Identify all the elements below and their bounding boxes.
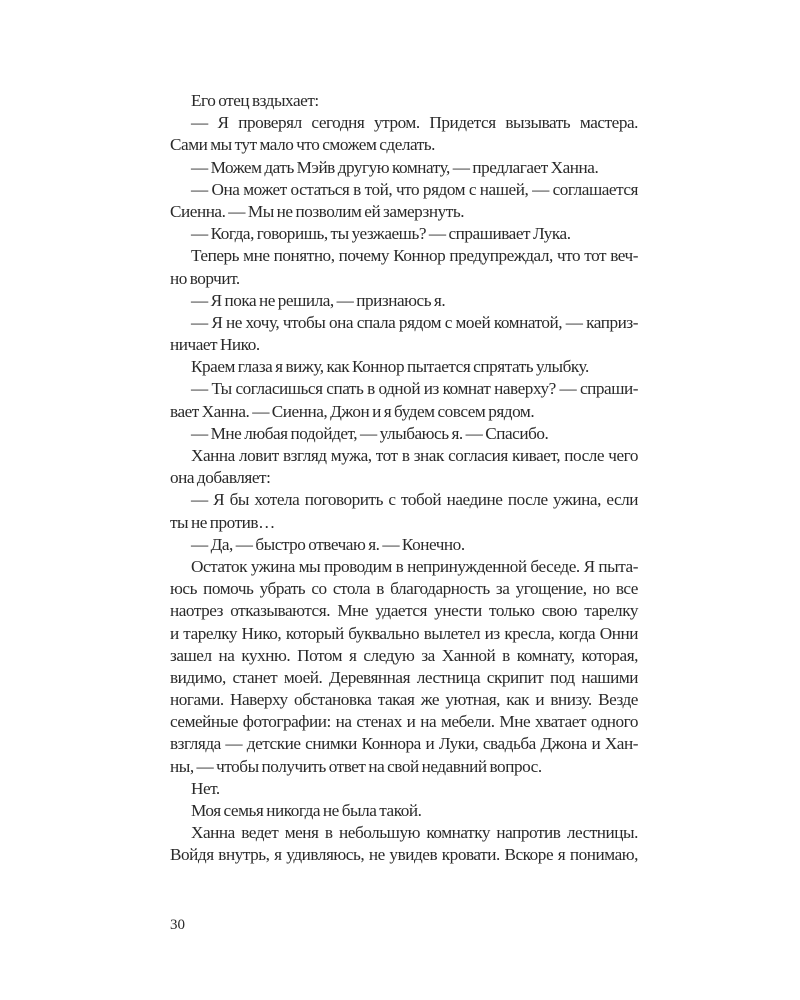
text-line: зашел на кухню. Потом я следую за Ханной в комнату, которая,	[170, 645, 638, 665]
text-line: Войдя внутрь, я удивляюсь, не увидев кровати. Вскоре я понимаю,	[170, 845, 638, 865]
text-line: ны, — чтобы получить ответ на свой недавний вопрос.	[170, 756, 542, 776]
text-line: Моя семья никогда не была такой.	[191, 801, 422, 820]
text-line: Краем глаза я вижу, как Коннор пытается спрятать улыбку.	[191, 357, 589, 377]
text-line: ты не против…	[170, 512, 275, 532]
text-line: Нет.	[191, 778, 220, 798]
text-line: она добавляет:	[170, 468, 271, 488]
text-line: — Да, — быстро отвечаю я. — Конечно.	[191, 534, 465, 554]
text-line: ничает Нико.	[170, 335, 260, 355]
text-line: Сами мы тут мало что сможем сделать.	[170, 135, 436, 155]
text-line: — Я проверял сегодня утром. Придется вызывать мастера.	[191, 113, 638, 133]
text-line: Сиенна. — Мы не позволим ей замерзнуть.	[170, 201, 465, 221]
text-line: семейные фотографии: на стенах и на мебели. Мне хватает одного	[170, 712, 638, 732]
page-number: 30	[170, 917, 185, 933]
text-line: ногами. Наверху обстановка такая же уютная, как и внизу. Везде	[170, 690, 638, 710]
text-line: вает Ханна. — Сиенна, Джон и я будем совсем рядом.	[170, 401, 535, 421]
text-line: Теперь мне понятно, почему Коннор предупреждал, что тот веч-	[191, 246, 638, 266]
text-line: — Можем дать Мэйв другую комнату, — предлагает Ханна.	[191, 157, 599, 177]
text-line: — Я бы хотела поговорить с тобой наедине после ужина, если	[191, 490, 638, 510]
text-line: наотрез отказываются. Мне удается унести только свою тарелку	[170, 601, 638, 621]
text-line: Остаток ужина мы проводим в непринужденной беседе. Я пыта-	[191, 556, 638, 576]
text-line: Ханна ведет меня в небольшую комнатку напротив лестницы.	[191, 823, 638, 843]
text-line: но ворчит.	[170, 268, 240, 288]
text-line: взгляда — детские снимки Коннора и Луки, свадьба Джона и Хан-	[170, 734, 638, 754]
text-line: — Когда, говоришь, ты уезжаешь? — спрашивает Лука.	[191, 224, 571, 244]
text-line: — Я пока не решила, — признаюсь я.	[191, 290, 446, 310]
text-line: юсь помочь убрать со стола в благодарность за угощение, но все	[170, 579, 638, 599]
page-body	[170, 90, 638, 867]
text-line: — Ты согласишься спать в одной из комнат наверху? — спраши-	[191, 379, 638, 399]
text-line: и тарелку Нико, который буквально вылетел из кресла, когда Онни	[170, 623, 638, 643]
text-line: Его отец вздыхает:	[191, 91, 319, 110]
text-line: — Я не хочу, чтобы она спала рядом с моей комнатой, — каприз-	[191, 312, 638, 332]
text-line: видимо, станет моей. Деревянная лестница скрипит под нашими	[170, 667, 638, 687]
text-line: Ханна ловит взгляд мужа, тот в знак согласия кивает, после чего	[191, 446, 638, 465]
text-line: — Она может остаться в той, что рядом с нашей, — соглашается	[191, 179, 638, 199]
text-line: — Мне любая подойдет, — улыбаюсь я. — Спасибо.	[191, 423, 549, 443]
